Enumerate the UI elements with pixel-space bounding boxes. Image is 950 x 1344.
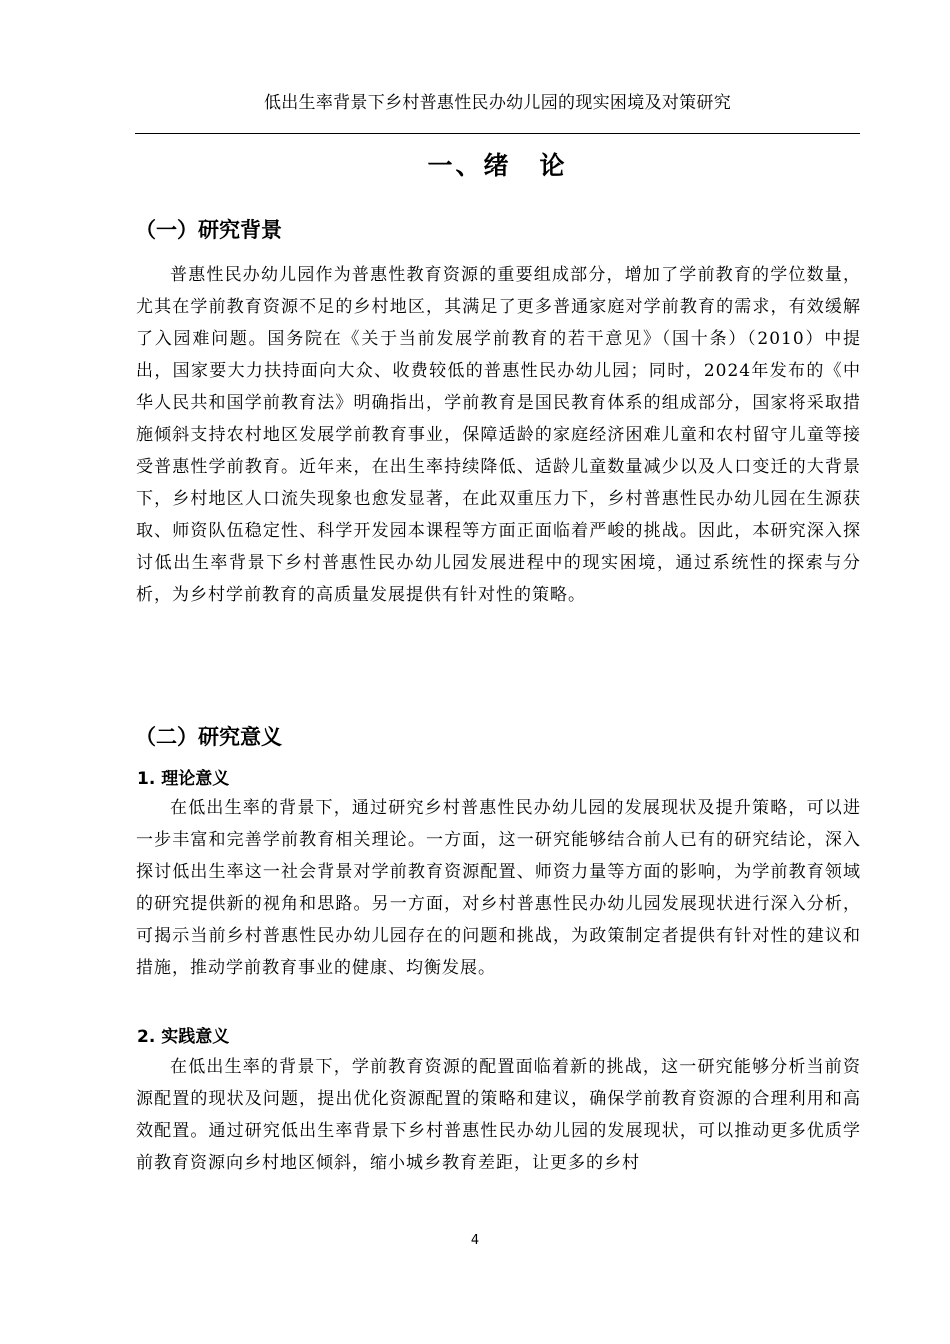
chapter-title: 一、绪 论	[427, 151, 568, 180]
page-number: 4	[470, 1233, 480, 1248]
section-heading-background: （一）研究背景	[135, 218, 282, 242]
section-heading-significance: （二）研究意义	[135, 725, 282, 749]
subheading-practical: 2. 实践意义	[137, 1027, 230, 1047]
running-header: 低出生率背景下乡村普惠性民办幼儿园的现实困境及对策研究	[263, 93, 732, 113]
background-paragraph: 普惠性民办幼儿园作为普惠性教育资源的重要组成部分，增加了学前教育的学位数量，尤其在学前教育资源不足的乡村地区，其满足了更多普通家庭对学前教育的需求，有效缓解了入园难问题。国务院在《关于当前发展学前教育的若干意见》（国十条）（2010）中提出，国家要大力扶持面向大众、收费较低的普惠性民办幼儿园；同时，2024年发布的《中华人民共和国学前教育法》明确指出，学前教育是国民教育体系的组成部分，国家将采取措施倾斜支持农村地区发展学前教育事业，保障适龄的家庭经济困难儿童和农村留守儿童等接受普惠性学前教育。近年来，在出生率持续降低、适龄儿童数量减少以及人口变迁的大背景下，乡村地区人口流失现象也愈发显著，在此双重压力下，乡村普惠性民办幼儿园在生源获取、师资队伍稳定性、科学开发园本课程等方面正面临着严峻的挑战。因此，本研究深入探讨低出生率背景下乡村普惠性民办幼儿园发展进程中的现实困境，通过系统性的探索与分析，为乡村学前教育的高质量发展提供有针对性的策略。	[136, 265, 861, 605]
subheading-theoretical: 1. 理论意义	[137, 769, 230, 789]
header-rule	[135, 133, 860, 134]
theoretical-paragraph: 在低出生率的背景下，通过研究乡村普惠性民办幼儿园的发展现状及提升策略，可以进一步丰富和完善学前教育相关理论。一方面，这一研究能够结合前人已有的研究结论，深入探讨低出生率这一社会背景对学前教育资源配置、师资力量等方面的影响，为学前教育领域的研究提供新的视角和思路。另一方面，对乡村普惠性民办幼儿园发展现状进行深入分析，可揭示当前乡村普惠性民办幼儿园存在的问题和挑战，为政策制定者提供有针对性的建议和措施，推动学前教育事业的健康、均衡发展。	[136, 798, 861, 978]
practical-paragraph: 在低出生率的背景下，学前教育资源的配置面临着新的挑战，这一研究能够分析当前资源配置的现状及问题，提出优化资源配置的策略和建议，确保学前教育资源的合理利用和高效配置。通过研究低出生率背景下乡村普惠性民办幼儿园的发展现状，可以推动更多优质学前教育资源向乡村地区倾斜，缩小城乡教育差距，让更多的乡村	[136, 1057, 861, 1173]
